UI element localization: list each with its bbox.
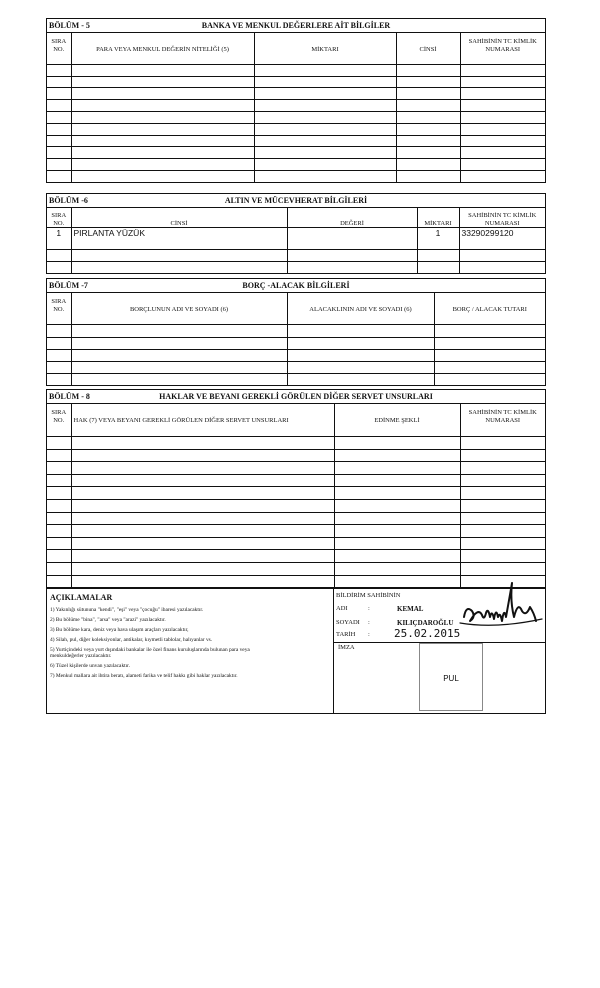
table-cell: [47, 159, 71, 171]
section-8-header: [47, 390, 545, 404]
col-alacakli-header: ALACAKLININ ADI VE SOYADI (6): [287, 293, 434, 313]
table-cell: [460, 88, 545, 100]
table-cell: [460, 449, 545, 462]
table-row: [47, 53, 545, 64]
table-cell: [460, 159, 545, 171]
table-cell: [47, 362, 71, 374]
table-cell: [434, 325, 545, 337]
table-cell: [460, 512, 545, 525]
table-cell: [47, 424, 71, 436]
table-cell: [287, 238, 417, 250]
table-cell: [460, 64, 545, 76]
note-item: 7) Menkul mallara ait ihtira beratı, alameti farika ve telif hakkı gibi haklar yazılacaktır.: [50, 672, 238, 679]
table-row: [47, 135, 545, 147]
table-cell: [460, 76, 545, 88]
table-cell: [71, 575, 334, 587]
table-cell: [47, 325, 71, 337]
table-cell: [254, 170, 396, 181]
table-row: [47, 362, 545, 374]
col-sira-bottom: NO.: [53, 305, 65, 313]
table-row: [47, 170, 545, 181]
table-cell: [396, 147, 460, 159]
table-row: [47, 512, 545, 525]
table-cell: [334, 550, 460, 563]
surname-value: KILIÇDAROĞLU: [397, 619, 454, 628]
table-cell: [417, 250, 459, 262]
table-cell: [334, 487, 460, 500]
table-row: [47, 147, 545, 159]
table-row: [47, 424, 545, 436]
table-cell: [396, 159, 460, 171]
row-tc: 33290299120: [459, 228, 545, 239]
table-cell: [460, 537, 545, 550]
table-cell: [254, 135, 396, 147]
notes-title: AÇIKLAMALAR: [50, 593, 113, 603]
table-cell: [71, 147, 254, 159]
table-cell: [47, 337, 71, 349]
table-cell: [460, 562, 545, 575]
table-cell: [334, 462, 460, 475]
table-cell: [254, 88, 396, 100]
note-item: 6) Tüzel kişilerde unvan yazılacaktır.: [50, 662, 130, 669]
table-cell: [254, 147, 396, 159]
table-cell: [47, 537, 71, 550]
table-row: [47, 111, 545, 123]
table-cell: [71, 53, 254, 64]
table-row: [47, 238, 545, 250]
declarant-title: BİLDİRİM SAHİBİNİN: [336, 592, 401, 600]
table-cell: [47, 436, 71, 449]
table-cell: [47, 575, 71, 587]
table-cell: [71, 499, 334, 512]
table-row: [47, 76, 545, 88]
col-sira-top: SIRA: [51, 409, 67, 417]
col-sira-top: SIRA: [51, 38, 67, 45]
table-cell: [71, 374, 287, 386]
note-item: 3) Bu bölüme kara, deniz veya hava ulaşım araçları yazılacaktır,: [50, 626, 189, 633]
table-cell: [460, 147, 545, 159]
surname-colon: :: [368, 619, 370, 627]
stamp-label: PUL: [443, 674, 459, 684]
table-cell: [47, 53, 71, 64]
table-cell: [459, 238, 545, 250]
table-cell: [47, 88, 71, 100]
table-row: [47, 159, 545, 171]
table-cell: [254, 100, 396, 112]
table-row: [47, 499, 545, 512]
col-sira-top: SIRA: [51, 298, 67, 306]
table-cell: [434, 349, 545, 361]
section-5-title: BANKA VE MENKUL DEĞERLERE AİT BİLGİLER: [201, 21, 391, 30]
col-tc-top: SAHİBİNİN TC KİMLİK: [468, 38, 537, 45]
note-item: 1) Yakınlığı sütununa "kendi", "eşi" veya "çocuğu" ibaresi yazılacaktır.: [50, 607, 204, 614]
name-value: KEMAL: [397, 605, 424, 614]
table-cell: [334, 512, 460, 525]
table-cell: [47, 170, 71, 181]
table-row: [47, 228, 545, 239]
table-cell: [71, 449, 334, 462]
table-cell: [287, 262, 417, 274]
col-borclu-header: BORÇLUNUN ADI VE SOYADI (6): [71, 293, 287, 313]
table-cell: [47, 238, 71, 250]
table-cell: [71, 424, 334, 436]
table-cell: [460, 123, 545, 135]
table-cell: [71, 159, 254, 171]
col-miktar-header: MİKTARI: [417, 208, 459, 228]
table-row: [47, 436, 545, 449]
table-cell: [47, 262, 71, 274]
notes-panel: [47, 589, 334, 713]
col-sira-header: [47, 404, 71, 424]
table-cell: [334, 499, 460, 512]
table-cell: [460, 53, 545, 64]
table-cell: [71, 462, 334, 475]
table-cell: [47, 100, 71, 112]
col-tc-header: [460, 404, 545, 424]
section-7-number: BÖLÜM -7: [49, 281, 88, 291]
table-row: [47, 100, 545, 112]
table-cell: [71, 349, 287, 361]
table-cell: [460, 170, 545, 181]
table-cell: [287, 374, 434, 386]
col-miktar-header: MİKTARI: [254, 33, 396, 53]
table-cell: [334, 424, 460, 436]
table-cell: [460, 499, 545, 512]
col-sira-bottom: NO.: [53, 416, 65, 424]
table-cell: [459, 262, 545, 274]
note-item: 5) Yurtiçindeki veya yurt dışındaki bankalar ile özel finans kuruluşlarında bulunan para veya: [50, 646, 250, 653]
col-hak-header: HAK (7) VEYA BEYANI GEREKLİ GÖRÜLEN DİĞER SERVET UNSURLARI: [71, 404, 334, 424]
table-cell: [47, 374, 71, 386]
table-cell: [334, 575, 460, 587]
table-cell: [417, 238, 459, 250]
table-cell: [71, 512, 334, 525]
table-cell: [254, 53, 396, 64]
table-row: [47, 88, 545, 100]
table-cell: [71, 88, 254, 100]
table-cell: [460, 487, 545, 500]
table-row: [47, 325, 545, 337]
date-label: TARİH: [336, 631, 356, 639]
table-cell: [460, 436, 545, 449]
table-cell: [460, 111, 545, 123]
table-cell: [47, 76, 71, 88]
table-cell: [71, 474, 334, 487]
col-sira-top: SIRA: [51, 212, 67, 220]
table-cell: [434, 362, 545, 374]
table-cell: [47, 525, 71, 538]
table-cell: [460, 100, 545, 112]
table-cell: [47, 487, 71, 500]
table-cell: [396, 53, 460, 64]
table-row: [47, 525, 545, 538]
table-cell: [71, 525, 334, 538]
col-tc-bottom: NUMARASI: [485, 416, 521, 424]
col-deger-header: DEĞERİ: [287, 208, 417, 228]
section-6-number: BÖLÜM -6: [49, 195, 88, 205]
table-row: [47, 374, 545, 386]
section-5-header: [47, 19, 545, 33]
table-cell: [254, 64, 396, 76]
table-row: [47, 474, 545, 487]
table-cell: [460, 550, 545, 563]
table-cell: [287, 362, 434, 374]
table-cell: [460, 474, 545, 487]
table-row: [47, 537, 545, 550]
section-6-header: [47, 194, 545, 208]
table-cell: [434, 374, 545, 386]
section-6-title: ALTIN VE MÜCEVHERAT BİLGİLERİ: [224, 195, 368, 205]
table-cell: [460, 135, 545, 147]
table-cell: [71, 64, 254, 76]
section-7-table: [47, 293, 545, 385]
table-cell: [47, 313, 71, 325]
col-tutar-header: BORÇ / ALACAK TUTARI: [434, 293, 545, 313]
table-cell: [287, 349, 434, 361]
table-cell: [334, 537, 460, 550]
table-cell: [71, 76, 254, 88]
table-cell: [460, 462, 545, 475]
table-cell: [71, 550, 334, 563]
table-cell: [47, 111, 71, 123]
table-cell: [47, 349, 71, 361]
section-7-header: [47, 279, 545, 293]
table-row: [47, 313, 545, 325]
table-cell: [71, 123, 254, 135]
table-cell: [71, 362, 287, 374]
table-cell: [396, 170, 460, 181]
table-cell: [287, 313, 434, 325]
note-item: 2) Bu bölüme "bina", "arsa" veya "arazi" yazılacaktır.: [50, 617, 166, 623]
handwritten-signature: [456, 577, 546, 637]
section-8-title: HAKLAR VE BEYANI GEREKLİ GÖRÜLEN DİĞER SERVET UNSURLARI: [159, 392, 433, 402]
table-cell: [71, 262, 287, 274]
table-cell: [47, 250, 71, 262]
table-cell: [396, 88, 460, 100]
table-cell: [47, 147, 71, 159]
table-cell: [71, 562, 334, 575]
table-row: [47, 123, 545, 135]
table-row: [47, 262, 545, 274]
table-cell: [334, 525, 460, 538]
section-8-table: [47, 404, 545, 587]
table-cell: [396, 76, 460, 88]
name-label: ADI: [336, 605, 348, 613]
table-cell: [71, 337, 287, 349]
table-cell: [47, 135, 71, 147]
table-cell: [434, 313, 545, 325]
table-cell: [47, 474, 71, 487]
table-cell: [47, 550, 71, 563]
section-6-table: [47, 208, 545, 274]
table-row: [47, 337, 545, 349]
declarant-panel: [334, 589, 545, 713]
table-cell: [47, 123, 71, 135]
row-cins: PIRLANTA YÜZÜK: [71, 228, 287, 239]
table-cell: [334, 436, 460, 449]
section-7-debt-receivable: [46, 278, 546, 386]
table-cell: [71, 135, 254, 147]
date-colon: :: [368, 631, 370, 639]
table-cell: [396, 135, 460, 147]
col-sira-bottom: NO.: [53, 219, 65, 227]
col-tc-header: [459, 208, 545, 228]
signature-label: İMZA: [338, 644, 355, 652]
col-edinme-header: EDİNME ŞEKLİ: [334, 404, 460, 424]
table-cell: [254, 159, 396, 171]
table-cell: [396, 111, 460, 123]
table-cell: [71, 325, 287, 337]
col-tc-top: SAHİBİNİN TC KİMLİK: [468, 212, 537, 220]
section-5-table: [47, 33, 545, 182]
table-cell: [287, 325, 434, 337]
table-row: [47, 349, 545, 361]
section-7-title: BORÇ -ALACAK BİLGİLERİ: [242, 281, 350, 291]
table-cell: [460, 424, 545, 436]
row-miktar: 1: [417, 228, 459, 239]
table-cell: [47, 499, 71, 512]
table-cell: [47, 562, 71, 575]
table-cell: [434, 337, 545, 349]
table-cell: [47, 449, 71, 462]
table-cell: [71, 436, 334, 449]
table-row: [47, 550, 545, 563]
date-value: 25.02.2015: [394, 627, 461, 641]
table-cell: [47, 64, 71, 76]
table-row: [47, 64, 545, 76]
table-cell: [396, 123, 460, 135]
col-tc-header: [460, 33, 545, 53]
declaration-form-page: [46, 18, 546, 714]
table-cell: [287, 250, 417, 262]
section-6-gold-jewelry: [46, 193, 546, 275]
table-cell: [254, 111, 396, 123]
col-tc-bottom: NUMARASI: [485, 45, 521, 53]
col-cins-header: CİNSİ: [71, 208, 287, 228]
table-row: [47, 449, 545, 462]
col-sira-header: [47, 208, 71, 228]
stamp-box: [419, 643, 483, 711]
row-sira: 1: [47, 228, 71, 239]
section-5-number: BÖLÜM - 5: [49, 21, 90, 30]
table-row: [47, 562, 545, 575]
table-cell: [47, 462, 71, 475]
col-tc-top: SAHİBİNİN TC KİMLİK: [468, 409, 537, 417]
table-cell: [396, 100, 460, 112]
table-cell: [396, 64, 460, 76]
table-cell: [71, 238, 287, 250]
table-cell: [417, 262, 459, 274]
table-cell: [71, 313, 287, 325]
table-cell: [287, 337, 434, 349]
col-sira-header: [47, 293, 71, 313]
table-row: [47, 462, 545, 475]
table-cell: [47, 512, 71, 525]
table-cell: [254, 76, 396, 88]
row-deger: [287, 228, 417, 239]
table-cell: [334, 474, 460, 487]
note-item: menkuldeğerler yazılacaktır.: [50, 652, 112, 659]
notes-and-signature-block: [46, 588, 546, 714]
section-5-bank-securities: [46, 18, 546, 183]
note-item: 4) Silah, pul, diğer koleksiyonlar, antikalar, kıymetli tablolar, halıyanlar vs.: [50, 636, 213, 643]
col-sira-bottom: NO.: [53, 45, 65, 53]
table-cell: [71, 250, 287, 262]
table-cell: [71, 537, 334, 550]
surname-label: SOYADI: [336, 619, 360, 627]
table-cell: [71, 487, 334, 500]
table-cell: [459, 250, 545, 262]
col-nitelik-header: PARA VEYA MENKUL DEĞERİN NİTELİĞİ (5): [71, 33, 254, 53]
col-tc-bottom: NUMARASI: [484, 219, 520, 227]
table-cell: [334, 562, 460, 575]
table-cell: [71, 100, 254, 112]
section-8-number: BÖLÜM - 8: [49, 392, 90, 402]
table-row: [47, 487, 545, 500]
col-sira-header: [47, 33, 71, 53]
table-row: [47, 250, 545, 262]
section-8-rights-other-assets: [46, 389, 546, 588]
table-cell: [460, 525, 545, 538]
table-cell: [71, 170, 254, 181]
name-colon: :: [368, 605, 370, 613]
table-cell: [71, 111, 254, 123]
table-cell: [254, 123, 396, 135]
col-cins-header: CİNSİ: [396, 33, 460, 53]
table-cell: [334, 449, 460, 462]
